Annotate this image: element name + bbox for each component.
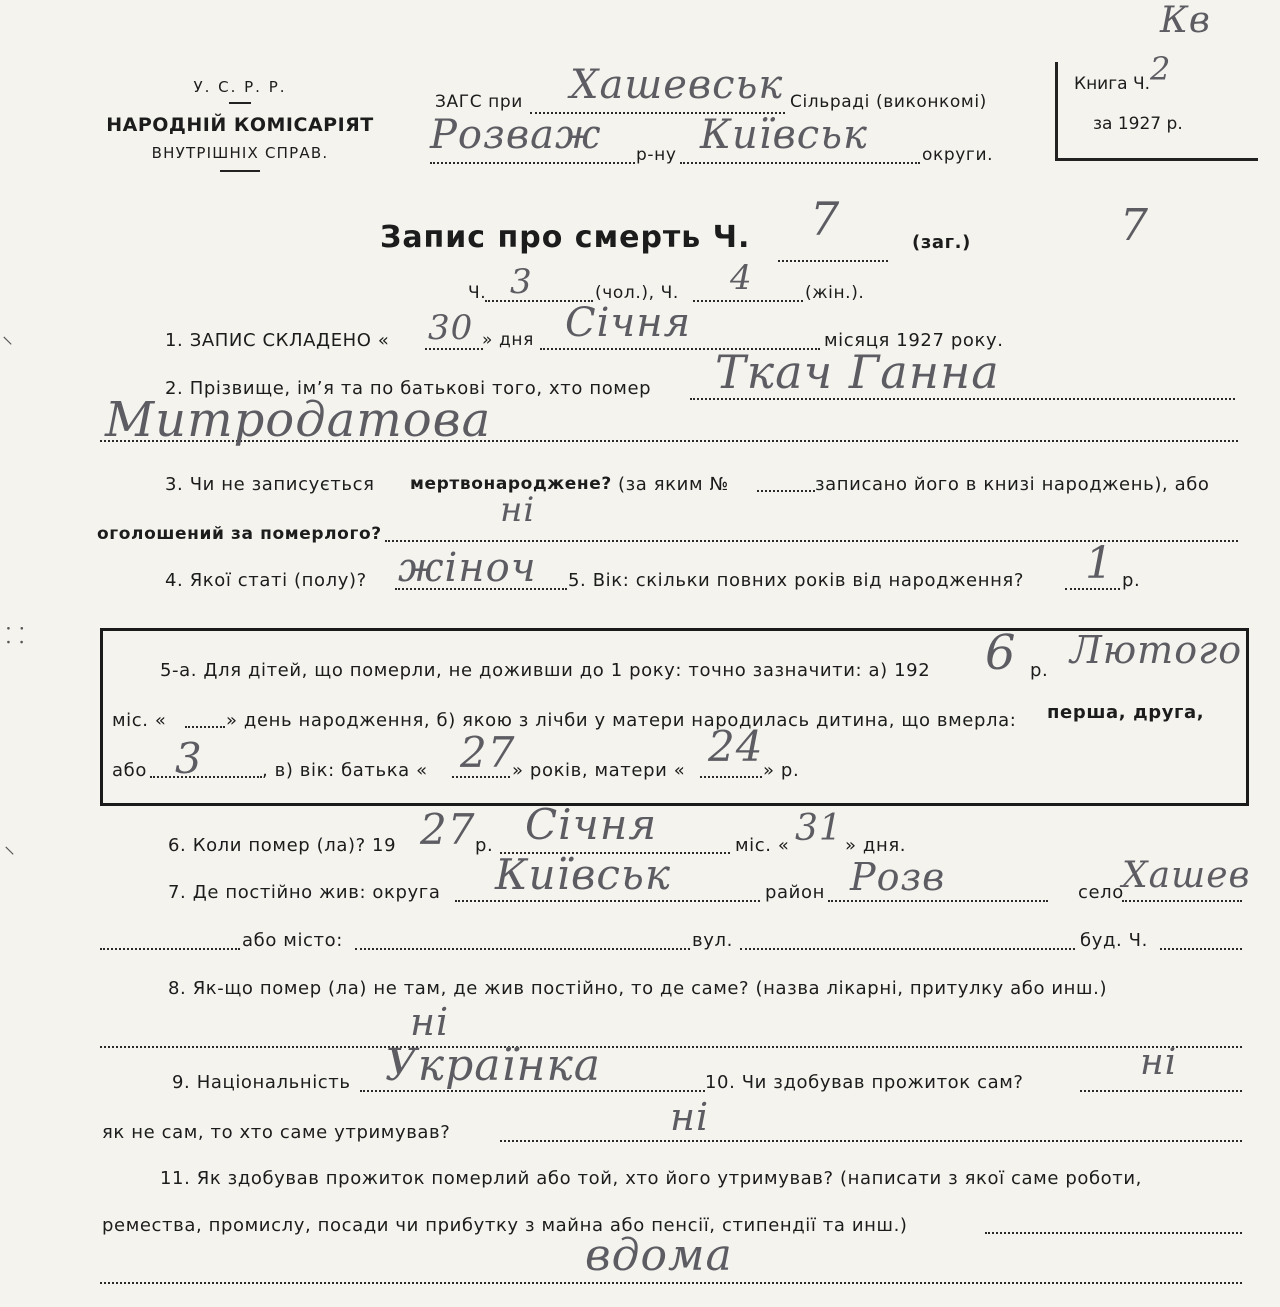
title-side-hw: 7 (1120, 200, 1149, 251)
item4-age-unit: р. (1122, 570, 1141, 591)
book-label: Книга Ч. (1074, 74, 1151, 94)
item3-line1c: записано його в книзі народжень), або (815, 474, 1210, 495)
item7-street-field (740, 948, 1075, 950)
margin-mark: ⸜ (4, 834, 16, 859)
item5a-order-hw: 3 (175, 734, 203, 783)
item6-day: » дня. (845, 835, 907, 856)
item7-house-label: буд. Ч. (1080, 930, 1148, 951)
item3-answer-hw: ні (500, 490, 536, 530)
item7-okrug-field (455, 900, 760, 902)
item10-line2: як не сам, то хто саме утримував? (102, 1122, 451, 1143)
item7-selo-hw: Хашев (1122, 855, 1251, 896)
item5a-line2a: міс. « (112, 710, 167, 731)
margin-mark: ⸬ (6, 624, 25, 649)
ministry-line: НАРОДНІЙ КОМІСАРІЯТ (106, 114, 374, 136)
subnum-ch: Ч. (468, 283, 487, 303)
item7-raion-field (828, 900, 1048, 902)
item7-city-pre-field (100, 948, 240, 950)
item11-line2: ремества, промислу, посади чи прибутку з майна або пенсії, стипендії та инш.) (102, 1215, 908, 1236)
item10-label: 10. Чи здобував прожиток сам? (705, 1072, 1024, 1093)
item9-nat-hw: Українка (385, 1040, 602, 1091)
issuer-header (95, 78, 385, 172)
item1-day-hw: 30 (428, 308, 474, 348)
item7-raion-label: район (765, 882, 825, 903)
item2-name-hw: Ткач Ганна (715, 345, 1000, 399)
item6-label: 6. Коли помер (ла)? 19 (168, 835, 397, 856)
item5a-line2b: » день народження, б) якою з лічби у матери народилась дитина, що вмерла: (226, 710, 1017, 731)
item3-number-field (757, 490, 815, 492)
book-number-hw: 2 (1150, 50, 1172, 88)
item4-age-label: 5. Вік: скільки повних років від народження? (568, 570, 1025, 591)
item5a-line3c: » років, матери « (512, 760, 686, 781)
item10-line2-field (500, 1140, 1242, 1142)
title-number-hw: 7 (810, 192, 841, 246)
item5a-first-second: перша, друга, (1047, 702, 1205, 723)
item5a-line3d: » р. (763, 760, 800, 781)
item5a-day-field (185, 726, 225, 728)
item7-city-field (355, 948, 690, 950)
item11-answer-hw: вдома (585, 1230, 733, 1281)
item5a-order-field (150, 776, 262, 778)
item10-field (1080, 1090, 1242, 1092)
item7-city-label: або місто: (242, 930, 343, 951)
male-number-hw: 3 (510, 262, 533, 302)
item6-mis: міс. « (735, 835, 790, 856)
zags-prefix: ЗАГС при (435, 92, 523, 112)
item3-missing: оголошений за померлого? (97, 524, 382, 544)
item1-label: 1. ЗАПИС СКЛАДЕНО « (165, 330, 390, 351)
item7-raion-hw: Розв (850, 855, 946, 899)
item11-line2-field (985, 1232, 1242, 1234)
item7-street-label: вул. (692, 930, 733, 951)
item11-line1: 11. Як здобував прожиток померлий або той, хто його утримував? (написати з якої саме роботи, (160, 1168, 1142, 1189)
department-line: ВНУТРІШНІХ СПРАВ. (151, 144, 329, 162)
female-number-hw: 4 (730, 258, 753, 298)
republic-line: У. С. Р. Р. (193, 78, 287, 96)
female-label: (жін.). (805, 283, 865, 303)
item2-label: 2. Прізвище, ім’я та по батькові того, хто помер (165, 378, 652, 399)
item5a-mother-field (700, 776, 762, 778)
item6-year-hw: 27 (420, 805, 476, 854)
item10-hw: ні (1140, 1042, 1178, 1083)
zags-raion-label: р-ну (636, 145, 677, 165)
item5a-year-hw: 6 (985, 625, 1017, 681)
item1-day-field (425, 348, 483, 350)
item5a-month-hw: Лютого (1070, 628, 1243, 672)
item3-stillborn: мертвонароджене? (410, 474, 612, 494)
item4-sex-hw: жіноч (398, 545, 537, 591)
item3-line1b: (за яким № (618, 474, 729, 495)
page-title: Запис про смерть Ч. (380, 220, 751, 255)
zags-raion-hw: Розваж (430, 112, 602, 158)
zags-okrug-field (680, 162, 920, 164)
item4-age-hw: 1 (1085, 538, 1114, 589)
zags-council: Сільраді (виконкомі) (790, 92, 987, 112)
item6-yr: р. (475, 835, 494, 856)
item5a-yr: р. (1030, 660, 1049, 681)
item4-label: 4. Якої статі (полу)? (165, 570, 367, 591)
item5a-mother-hw: 24 (708, 722, 764, 771)
item8-answer-field (100, 1046, 1242, 1048)
item5a-line1: 5-а. Для дітей, що померли, не доживши до 1 року: точно зазначити: а) 192 (160, 660, 931, 681)
zags-village-hw: Хашевськ (570, 62, 784, 108)
margin-mark: ⸜ (2, 324, 14, 349)
book-corner-hw: Кв (1160, 0, 1211, 41)
item1-end: місяця 1927 року. (824, 330, 1004, 351)
item3-line1a: 3. Чи не записується (165, 474, 375, 495)
title-suffix: (заг.) (912, 232, 971, 253)
item10-line2-hw: ні (670, 1095, 710, 1139)
item11-answer-field (100, 1282, 1242, 1284)
female-number-field (693, 300, 803, 302)
item5a-line3b: , в) вік: батька « (262, 760, 428, 781)
item7-selo-field (1122, 900, 1242, 902)
item7-okrug-hw: Київськ (495, 850, 671, 899)
title-number-field (778, 260, 888, 262)
item5a-father-hw: 27 (460, 728, 516, 777)
zags-raion-field (430, 162, 635, 164)
item1-month-hw: Січня (565, 300, 692, 346)
male-label: (чол.), Ч. (595, 283, 679, 303)
item1-mid: » дня (482, 330, 534, 350)
item7-selo-label: село (1078, 882, 1124, 903)
item9-label: 9. Національність (172, 1072, 351, 1093)
item8-label: 8. Як-що помер (ла) не там, де жив постійно, то де саме? (назва лікарні, притулку або инш.) (168, 978, 1108, 999)
zags-okrug-label: округи. (922, 145, 994, 165)
header-divider (229, 102, 251, 104)
item8-answer-hw: ні (410, 1000, 450, 1044)
header-divider-bottom (220, 170, 260, 172)
item6-day-hw: 31 (795, 808, 843, 849)
zags-okrug-hw: Київськ (700, 112, 868, 158)
item7-label: 7. Де постійно жив: округа (168, 882, 441, 903)
book-year: за 1927 р. (1093, 114, 1183, 134)
item7-house-field (1160, 948, 1242, 950)
item5a-line3a: або (112, 760, 147, 781)
item2-patronymic-hw: Митродатова (105, 392, 492, 448)
item6-month-hw: Січня (525, 800, 658, 849)
